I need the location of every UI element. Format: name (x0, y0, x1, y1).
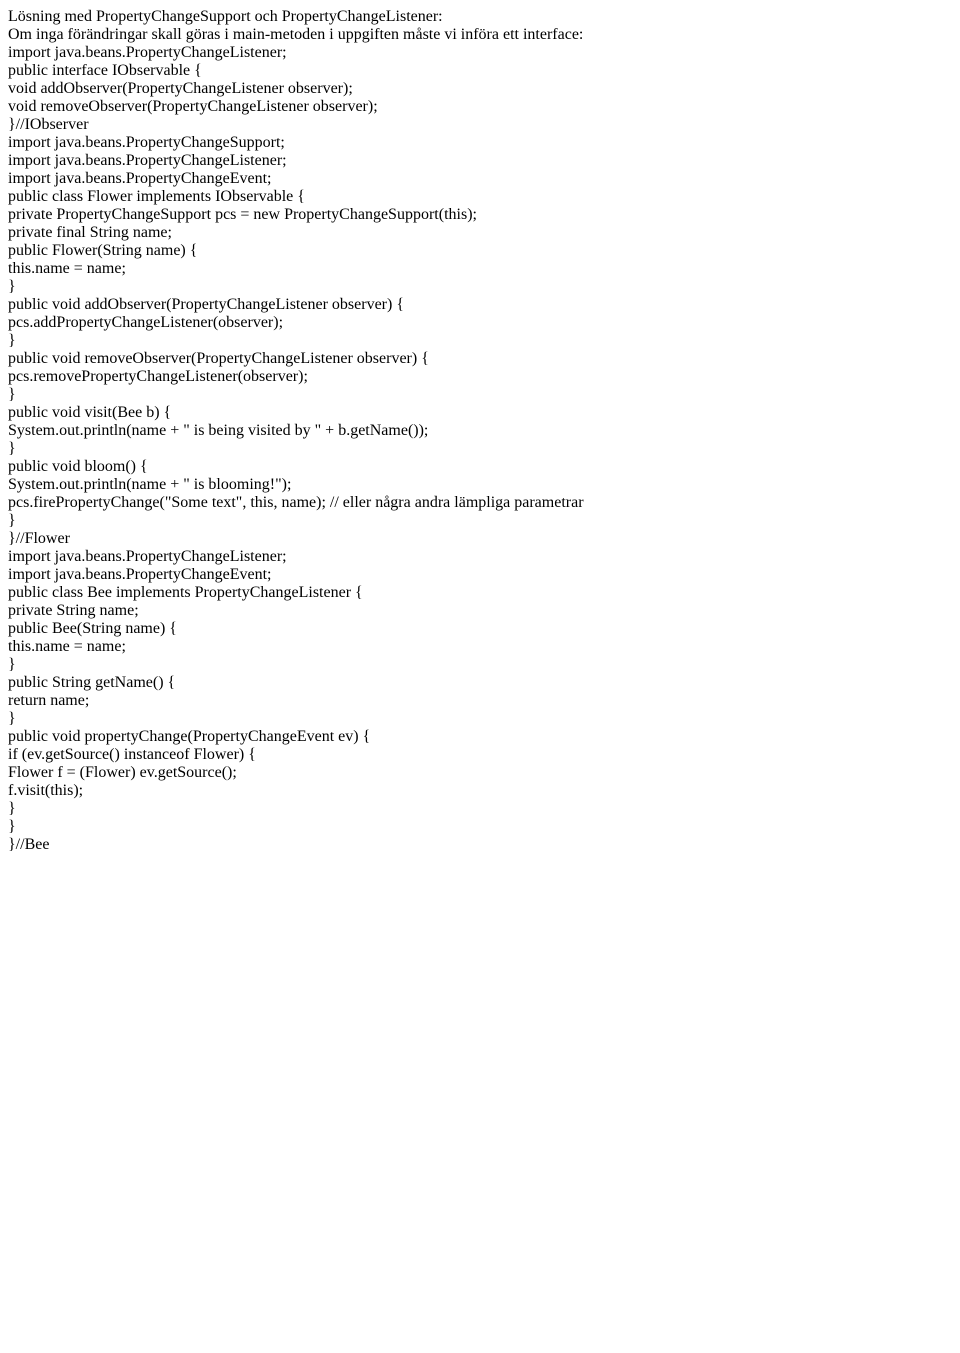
code-keyword: new (253, 206, 281, 223)
code-line (8, 494, 952, 512)
code-line (8, 242, 952, 260)
code-text: removeObserver(PropertyChangeListener observer); (36, 98, 378, 115)
code-keyword: public class (8, 584, 84, 601)
code-line (8, 782, 952, 800)
code-line (8, 152, 952, 170)
code-text: } (8, 818, 16, 835)
code-keyword: public void (8, 728, 81, 745)
code-keyword: import (8, 134, 51, 151)
code-line (8, 386, 952, 404)
code-text: name; (46, 692, 90, 709)
code-keyword: public interface (8, 62, 108, 79)
code-text: Bee (83, 584, 116, 601)
code-text: (ev.getSource() (17, 746, 124, 763)
code-text: }//Bee (8, 836, 50, 853)
code-line (8, 368, 952, 386)
code-text: IObservable { (211, 188, 305, 205)
code-text: System.out.println(name + " is being visited by " + b.getName()); (8, 422, 429, 439)
code-line (8, 566, 952, 584)
code-line (8, 710, 952, 728)
code-line (8, 512, 952, 530)
code-line (8, 332, 952, 350)
code-line (8, 224, 952, 242)
code-line (8, 44, 952, 62)
code-line (8, 602, 952, 620)
intro-text-part: -metoden i uppgiften måste vi införa ett interface: (264, 26, 584, 43)
code-line (8, 404, 952, 422)
code-text: java.beans.PropertyChangeListener; (50, 548, 287, 565)
code-text: } (8, 512, 16, 529)
code-text: Flower) { (189, 746, 256, 763)
code-keyword: implements (115, 584, 191, 601)
code-keyword: private final (8, 224, 86, 241)
code-line (8, 350, 952, 368)
code-text: } (8, 800, 16, 817)
code-line (8, 548, 952, 566)
code-keyword: import (8, 44, 51, 61)
code-text: , name); // eller några andra lämpliga parametrar (273, 494, 584, 511)
code-line (8, 620, 952, 638)
code-keyword: this (8, 638, 32, 655)
code-keyword: implements (136, 188, 212, 205)
code-text: java.beans.PropertyChangeEvent; (50, 170, 272, 187)
code-line (8, 746, 952, 764)
code-text: Bee(String name) { (48, 620, 177, 637)
code-text: propertyChange(PropertyChangeEvent ev) { (80, 728, 371, 745)
code-keyword: public void (8, 296, 81, 313)
code-keyword: public (8, 620, 48, 637)
code-text: String name; (52, 602, 139, 619)
heading-text-part: PropertyChangeSupport (96, 8, 251, 25)
code-text: ); (467, 206, 477, 223)
code-text: }//Flower (8, 530, 70, 547)
intro-text-part: main (232, 26, 265, 43)
code-line (8, 62, 952, 80)
code-text: java.beans.PropertyChangeEvent; (50, 566, 272, 583)
code-text: addObserver(PropertyChangeListener observer) { (80, 296, 404, 313)
code-text: PropertyChangeListener { (190, 584, 363, 601)
code-line (8, 116, 952, 134)
code-text: bloom() { (80, 458, 148, 475)
code-keyword: import (8, 548, 51, 565)
code-block (8, 548, 952, 854)
code-text: System.out.println(name + " is blooming!"); (8, 476, 292, 493)
code-keyword: import (8, 170, 51, 187)
intro-text-part: Om inga förändringar skall göras i (8, 26, 233, 43)
code-text: } (8, 386, 16, 403)
code-text: }//IObserver (8, 116, 89, 133)
code-line (8, 584, 952, 602)
code-text: Flower(String name) { (48, 242, 198, 259)
code-text: pcs.removePropertyChangeListener(observer); (8, 368, 308, 385)
code-text: } (8, 278, 16, 295)
code-text: } (8, 332, 16, 349)
code-line (8, 440, 952, 458)
code-text: IObservable { (107, 62, 202, 79)
document-page (8, 8, 952, 854)
code-text: f.visit( (8, 782, 51, 799)
code-line (8, 80, 952, 98)
code-line (8, 800, 952, 818)
code-line (8, 422, 952, 440)
code-line (8, 134, 952, 152)
code-keyword: public (8, 674, 48, 691)
code-keyword: void (8, 80, 37, 97)
heading-text-part: : (438, 8, 443, 25)
code-keyword: void (8, 98, 37, 115)
code-keyword: public class (8, 188, 84, 205)
intro-paragraph (8, 26, 952, 44)
code-text: .name = name; (31, 260, 126, 277)
code-text: java.beans.PropertyChangeListener; (50, 44, 287, 61)
code-keyword: this (250, 494, 274, 511)
code-keyword: public (8, 242, 48, 259)
code-keyword: instanceof (123, 746, 190, 763)
code-line (8, 458, 952, 476)
code-keyword: public void (8, 350, 81, 367)
code-line (8, 692, 952, 710)
code-keyword: private (8, 206, 53, 223)
code-keyword: if (8, 746, 18, 763)
code-line (8, 836, 952, 854)
code-keyword: this (8, 260, 32, 277)
code-text: } (8, 656, 16, 673)
code-line (8, 638, 952, 656)
code-text: } (8, 440, 16, 457)
code-line (8, 206, 952, 224)
code-keyword: private (8, 602, 53, 619)
code-line (8, 530, 952, 548)
code-line (8, 656, 952, 674)
code-keyword: public void (8, 458, 81, 475)
code-keyword: this (444, 206, 468, 223)
code-text: ); (73, 782, 84, 799)
code-keyword: this (50, 782, 74, 799)
code-line (8, 278, 952, 296)
heading-text-part: PropertyChangeListener (281, 8, 439, 25)
code-keyword: return (8, 692, 47, 709)
code-line (8, 764, 952, 782)
code-text: addObserver(PropertyChangeListener observer); (36, 80, 353, 97)
code-line (8, 674, 952, 692)
code-text: PropertyChangeSupport( (280, 206, 445, 223)
code-text: java.beans.PropertyChangeListener; (50, 152, 287, 169)
code-line (8, 476, 952, 494)
heading-text-part: Lösning med (8, 8, 96, 25)
code-keyword: import (8, 566, 51, 583)
code-line (8, 296, 952, 314)
document-heading (8, 8, 952, 26)
code-text: pcs.addPropertyChangeListener(observer); (8, 314, 284, 331)
code-keyword: public void (8, 404, 81, 421)
heading-text-part: och (250, 8, 282, 25)
code-block (8, 134, 952, 548)
code-text: removeObserver(PropertyChangeListener observer) { (80, 350, 429, 367)
code-line (8, 98, 952, 116)
code-line (8, 188, 952, 206)
code-text: .name = name; (31, 638, 126, 655)
code-text: visit(Bee b) { (80, 404, 172, 421)
code-text: Flower (83, 188, 137, 205)
code-text: } (8, 710, 16, 727)
code-line (8, 170, 952, 188)
code-line (8, 818, 952, 836)
code-text: String getName() { (48, 674, 176, 691)
code-listings (8, 44, 952, 854)
code-text: pcs.firePropertyChange("Some text", (8, 494, 251, 511)
code-text: PropertyChangeSupport pcs = (52, 206, 254, 223)
code-block (8, 44, 952, 134)
code-line (8, 728, 952, 746)
code-line (8, 260, 952, 278)
code-text: java.beans.PropertyChangeSupport; (50, 134, 285, 151)
code-keyword: import (8, 152, 51, 169)
code-text: Flower f = (Flower) ev.getSource(); (8, 764, 237, 781)
code-text: String name; (85, 224, 172, 241)
code-line (8, 314, 952, 332)
